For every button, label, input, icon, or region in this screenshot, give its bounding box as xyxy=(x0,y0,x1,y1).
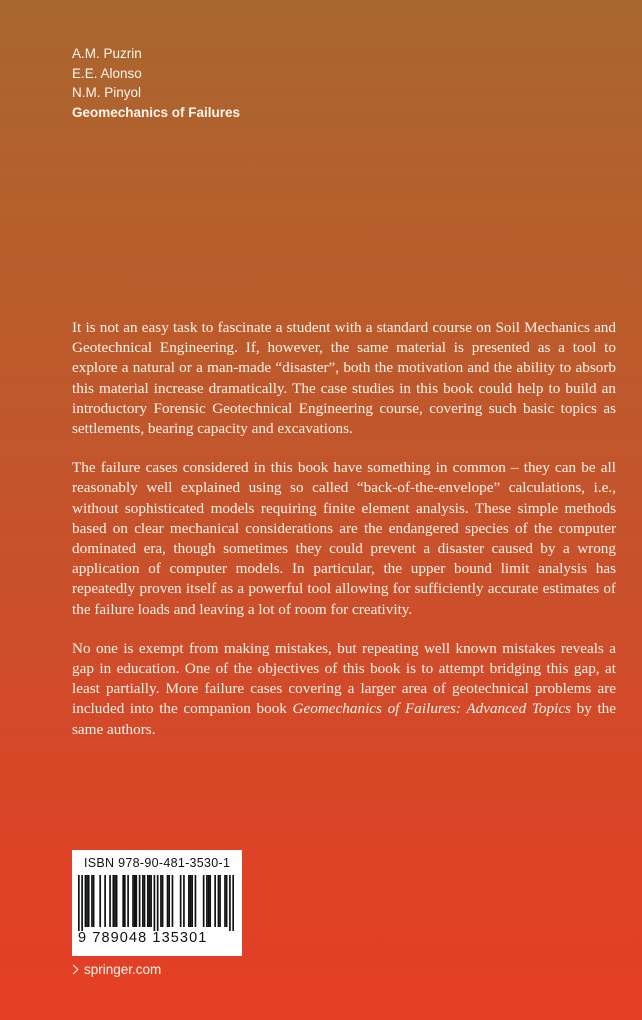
barcode-bar xyxy=(86,875,88,927)
barcode-bar xyxy=(162,875,164,927)
barcode-bar xyxy=(114,875,116,927)
barcode-digits: 9 789048 135301 xyxy=(78,930,208,946)
author-block xyxy=(72,44,240,122)
barcode-bar xyxy=(109,875,111,927)
barcode-bar xyxy=(218,875,220,927)
barcode-bar xyxy=(150,875,152,927)
author-name: E.E. Alonso xyxy=(72,65,142,81)
barcode-bar xyxy=(144,875,146,927)
blurb-paragraph: The failure cases considered in this book have something in common – they can be all reasonably well explained using so called “back-of-the-envelope” calculations, i.e., without sophisticated models requiring finite element analysis. These simple methods based on clear mechanical considerations are the endangered species of the computer dominated era, though sometimes they could prevent a disaster caused by a wrong application of computer models. In particular, the upper bound limit analysis has repeatedly proven itself as a powerful tool allowing for sufficiently accurate estimates of the failure loads and leaving a lot of room for creativity. xyxy=(72,459,616,618)
barcode-bar xyxy=(168,875,170,927)
barcode-bar xyxy=(172,875,174,927)
springer-link[interactable] xyxy=(70,962,161,977)
barcode-bar xyxy=(85,875,87,927)
barcode-bar xyxy=(206,875,208,927)
blurb-paragraph: It is not an easy task to fascinate a student with a standard course on Soil Mechanics and Geotechnical Engineering. If, however, the same material is presented as a tool to explore a natural or a man-made “disaster”, both the motivation and the ability to absorb this material increase dramatically. The case studies in this book could help to build an introductory Forensic Geotechnical Engineering course, covering such basic topics as settlements, bearing capacity and excavations. xyxy=(72,319,616,438)
barcode-bar xyxy=(147,875,149,927)
springer-link-text: springer.com xyxy=(84,962,162,977)
barcode-bar xyxy=(93,875,95,927)
barcode-bar xyxy=(132,875,134,927)
isbn-label: ISBN 978-90-481-3530-1 xyxy=(84,856,231,870)
barcode-bar xyxy=(157,875,159,931)
chevron-right-icon xyxy=(69,965,79,975)
back-cover-blurb xyxy=(72,318,616,759)
author-name: A.M. Puzrin xyxy=(72,46,142,61)
isbn-barcode-box xyxy=(72,850,242,956)
barcode-bar xyxy=(229,875,231,931)
barcode-bar xyxy=(88,875,90,927)
barcode-bar xyxy=(180,875,182,927)
barcode-bar xyxy=(139,875,141,927)
barcode-bar xyxy=(127,875,129,927)
barcode-bar xyxy=(154,875,156,931)
barcode-bar xyxy=(214,875,216,927)
barcode-bar xyxy=(122,875,124,927)
barcode-bar xyxy=(116,875,118,927)
barcode-bar xyxy=(99,875,101,927)
barcode-bar xyxy=(203,875,205,927)
barcode-bar xyxy=(188,875,190,927)
barcode-bar xyxy=(167,875,169,927)
barcode-bar xyxy=(224,875,226,927)
barcode-bar xyxy=(135,875,137,927)
barcode-bar xyxy=(112,875,114,927)
barcode-bar xyxy=(104,875,106,927)
barcode-bar xyxy=(232,875,234,931)
blurb-text: by the same authors. xyxy=(72,700,617,738)
blurb-paragraph xyxy=(72,639,616,740)
barcode xyxy=(78,875,234,931)
barcode-bar xyxy=(191,875,193,927)
barcode-bar xyxy=(190,875,192,927)
barcode-bar xyxy=(134,875,136,927)
barcode-bar xyxy=(226,875,228,927)
barcode-bar xyxy=(183,875,185,927)
companion-book-title: Geomechanics of Failures: Advanced Topics xyxy=(292,700,571,718)
barcode-bar xyxy=(81,875,83,931)
author-name: N.M. Pinyol xyxy=(72,85,142,100)
barcode-bar xyxy=(149,875,151,927)
barcode-bar xyxy=(124,875,126,927)
barcode-bar xyxy=(209,875,211,927)
book-title: Geomechanics of Failures xyxy=(72,104,241,120)
barcode-bar xyxy=(219,875,221,927)
barcode-bar xyxy=(160,875,162,927)
barcode-bar xyxy=(208,875,210,927)
blurb-text: No one is exempt from making mistakes, but repeating well known mistakes reveals a gap in education. One of the objectives of this book is to attempt bridging this gap, at least partially. More failure cases covering a larger area of geotechnical problems are included into the companion book xyxy=(72,639,616,718)
barcode-bar xyxy=(78,875,80,931)
barcode-bar xyxy=(195,875,197,927)
barcode-bar xyxy=(91,875,93,927)
barcode-bar xyxy=(142,875,144,927)
